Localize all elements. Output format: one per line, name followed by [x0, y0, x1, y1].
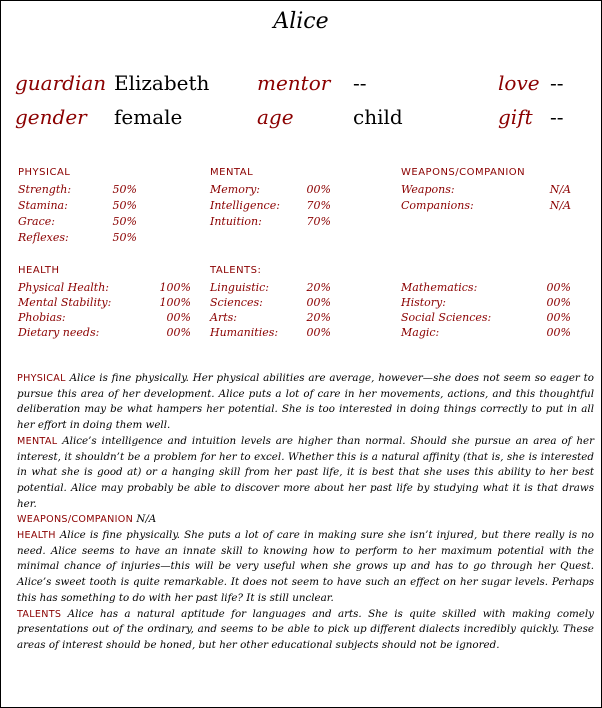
mental-heading: MENTAL — [210, 167, 254, 178]
gift-value: -- — [550, 105, 564, 129]
bio-heading: PHYSICAL — [17, 373, 66, 384]
stat-label: Companions: — [401, 199, 474, 212]
stat-value: 50% — [112, 231, 137, 244]
stat-label: Stamina: — [18, 199, 68, 212]
stat-value: 50% — [112, 183, 137, 196]
bio-text: Alice’s intelligence and intuition levels are higher than normal. Should she pursue an area of her interest, it shouldn’t be a problem for her to excel. Whether this is a natural affinity (that is, she is interested in what she is good at) or a hanging skill from her past life, it is best that she uses this ability to her best potential. Alice may probably be able to discover more about her past life by studying what it is that draws her. — [17, 434, 594, 510]
stat-label: Mental Stability: — [18, 296, 112, 309]
stat-value: 70% — [306, 215, 331, 228]
talents-heading: TALENTS: — [210, 265, 262, 276]
stat-value: 00% — [166, 311, 191, 324]
weapons-heading: WEAPONS/COMPANION — [401, 167, 526, 178]
stat-label: Arts: — [210, 311, 237, 324]
stat-label: Weapons: — [401, 183, 455, 196]
stat-label: Sciences: — [210, 296, 263, 309]
stat-value: 100% — [159, 296, 191, 309]
stat-value: 50% — [112, 215, 137, 228]
stat-value: 00% — [166, 326, 191, 339]
stat-label: Magic: — [401, 326, 440, 339]
stat-label: Dietary needs: — [18, 326, 100, 339]
bio-health — [17, 528, 594, 607]
mentor-value: -- — [353, 71, 367, 95]
stat-value: 100% — [159, 281, 191, 294]
stat-label: Humanities: — [210, 326, 279, 339]
stat-label: Strength: — [18, 183, 72, 196]
stat-value: 00% — [546, 326, 571, 339]
stat-label: Intelligence: — [210, 199, 280, 212]
stat-value: 70% — [306, 199, 331, 212]
stat-value: 00% — [306, 296, 331, 309]
stat-label: Reflexes: — [18, 231, 69, 244]
stat-label: History: — [401, 296, 446, 309]
bio-text: Alice is fine physically. She puts a lot of care in making sure she isn’t injured, but there really is no need. Alice seems to have an innate skill to knowing how to perform to her maximum potential with the minimal chance of injuries—this will be very useful when she grows up and has to go through her Quest. Alice’s sweet tooth is quite remarkable. It does not seem to have such an effect on her sugar levels. Perhaps this has something to do with her past life? It is still unclear. — [17, 529, 594, 604]
stat-value: N/A — [549, 199, 571, 212]
stat-label: Grace: — [18, 215, 55, 228]
stat-value: 00% — [546, 296, 571, 309]
stat-value: 00% — [546, 281, 571, 294]
stat-value: 00% — [306, 326, 331, 339]
guardian-label: guardian — [15, 71, 107, 95]
bio-heading: HEALTH — [17, 530, 56, 542]
love-value: -- — [550, 71, 564, 95]
stat-label: Mathematics: — [401, 281, 478, 294]
gender-value: female — [114, 105, 183, 129]
stat-label: Memory: — [210, 183, 261, 196]
bio-text: Alice has a natural aptitude for languages and arts. She is quite skilled with making comely presentations out of the ordinary, and seems to be able to pick up different dialects incredibly quickly. These areas of interest should be honed, but her other educational subjects should not be ignored. — [17, 607, 594, 651]
physical-heading: PHYSICAL — [18, 167, 71, 178]
bio-heading: WEAPONS/COMPANION — [17, 514, 134, 526]
bio-talents — [17, 607, 594, 654]
mentor-label: mentor — [257, 71, 331, 95]
stat-label: Phobias: — [18, 311, 66, 324]
age-label: age — [257, 105, 294, 129]
stat-value: 20% — [306, 311, 331, 324]
bio-heading: MENTAL — [17, 435, 58, 447]
bio-heading: TALENTS — [17, 608, 62, 620]
bio-physical — [17, 371, 594, 434]
gift-label: gift — [498, 105, 533, 129]
stat-label: Intuition: — [210, 215, 262, 228]
stat-value: 20% — [306, 281, 331, 294]
love-label: love — [498, 71, 540, 95]
stat-value: 00% — [546, 311, 571, 324]
stat-label: Linguistic: — [210, 281, 270, 294]
stat-value: 00% — [306, 183, 331, 196]
health-heading: HEALTH — [18, 265, 60, 276]
bio-weapons — [17, 512, 594, 528]
biography — [17, 371, 594, 654]
stat-value: 50% — [112, 199, 137, 212]
stat-value: N/A — [549, 183, 571, 196]
stat-label: Social Sciences: — [401, 311, 492, 324]
bio-text: Alice is fine physically. Her physical abilities are average, however—she does not seem so eager to pursue this area of her development. Alice puts a lot of care in her movements, actions, and this thoughtful deliberation may be what hampers her potential. She is too interested in doing things correctly to put in all her effort in doing them well. — [17, 372, 594, 432]
stat-label: Physical Health: — [18, 281, 109, 294]
bio-mental — [17, 434, 594, 513]
gender-label: gender — [15, 105, 87, 129]
age-value: child — [353, 105, 403, 129]
bio-text: N/A — [133, 513, 157, 526]
page-title: Alice — [273, 9, 329, 34]
guardian-value: Elizabeth — [114, 71, 210, 95]
